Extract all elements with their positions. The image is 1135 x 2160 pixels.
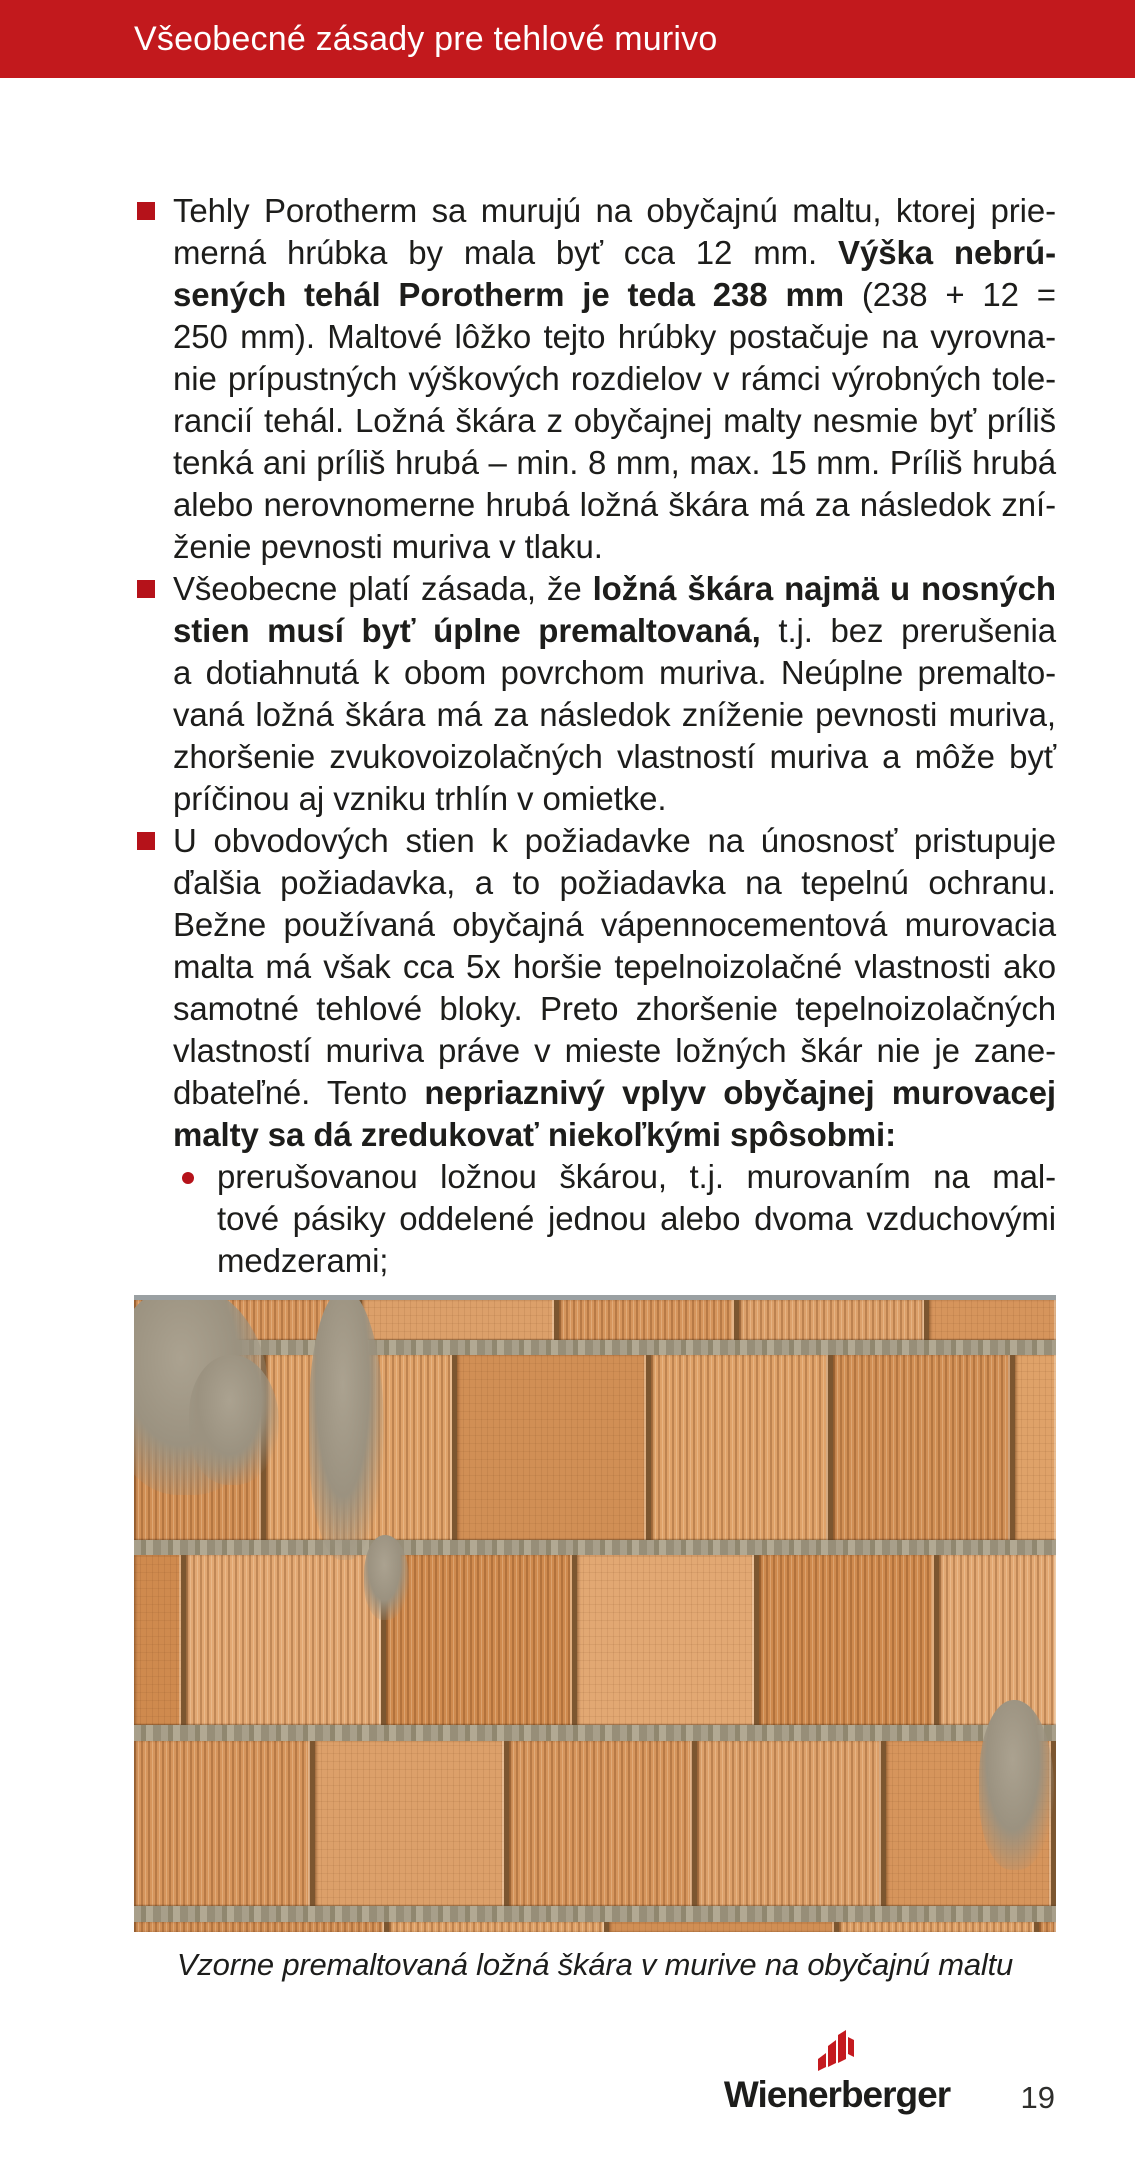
brick — [929, 1300, 1056, 1340]
brand-wordmark: Wienerberger — [723, 2074, 951, 2115]
brick — [939, 1555, 1056, 1725]
text-line: medzerami; — [217, 1242, 389, 1279]
mortar-splotch — [309, 1300, 384, 1560]
text-line: tenká ani príliš hrubá – min. 8 mm, max. 15 mm. Príliš hrubá — [173, 444, 1056, 481]
page-number: 19 — [1020, 2080, 1055, 2115]
brick — [457, 1355, 646, 1540]
text-line: Tehly Porotherm sa murujú na obyčajnú maltu, ktorej prie- — [173, 192, 1056, 229]
text-line: U obvodových stien k požiadavke na únosnosť pristupuje — [173, 822, 1056, 859]
bullet-dot-icon — [182, 1172, 194, 1184]
wienerberger-logo — [719, 2030, 955, 2114]
text-line: vaná ložná škára má za následok zníženie pevnosti muriva, — [173, 696, 1056, 733]
text-line: malty sa dá zredukovať niekoľkými spôsobmi: — [173, 1116, 896, 1153]
brick-row — [134, 1922, 1056, 1932]
brick — [839, 1922, 1034, 1932]
text-line: Bežne používaná obyčajná vápennocementová murovacia — [173, 906, 1056, 943]
brick — [759, 1555, 934, 1725]
brick — [386, 1555, 572, 1725]
brick — [134, 1741, 310, 1906]
brick — [651, 1355, 828, 1540]
text-line: Všeobecne platí zásada, že ložná škára najmä u nosných — [173, 570, 1056, 607]
brick-row — [134, 1300, 1056, 1340]
mortar-joint — [134, 1340, 1056, 1355]
bullet-item — [173, 568, 1056, 820]
text-line: alebo nerovnomerne hrubá ložná škára má za následok zní- — [173, 486, 1056, 523]
text-line: a dotiahnutá k obom povrchom muriva. Neúplne premalto- — [173, 654, 1056, 691]
text-line: malta má však cca 5x horšie tepelnoizolačné vlastnosti ako — [173, 948, 1056, 985]
brick — [559, 1300, 734, 1340]
brick — [315, 1741, 504, 1906]
text-line: tové pásiky oddelené jednou alebo dvoma vzduchovými — [217, 1200, 1056, 1237]
brick-wall — [134, 1300, 1056, 1932]
text-line: prerušovanou ložnou škárou, t.j. murovaním na mal- — [217, 1158, 1056, 1195]
brick — [739, 1300, 924, 1340]
brick-row — [134, 1741, 1056, 1906]
bullet-item — [173, 190, 1056, 568]
mortar-joint — [134, 1725, 1056, 1741]
brick — [509, 1741, 692, 1906]
text-line: ďalšia požiadavka, a to požiadavka na tepelnú ochranu. — [173, 864, 1056, 901]
bullet-square-icon — [137, 832, 155, 850]
bullet-square-icon — [137, 580, 155, 598]
page-header-bar — [0, 0, 1135, 78]
brick — [134, 1922, 384, 1932]
text-line: vlastností muriva práve v mieste ložných škár nie je zane- — [173, 1032, 1056, 1069]
bullet-item — [173, 820, 1056, 1156]
brick-row — [134, 1555, 1056, 1725]
text-line: ženie pevnosti muriva v tlaku. — [173, 528, 603, 565]
brick — [609, 1922, 834, 1932]
brick — [697, 1741, 881, 1906]
text-line: nie prípustných výškových rozdielov v rámci výrobných tole- — [173, 360, 1056, 397]
brick — [134, 1555, 181, 1725]
mortar-joint — [134, 1906, 1056, 1922]
brick — [389, 1922, 604, 1932]
brick — [362, 1300, 554, 1340]
text-line: sených tehál Porotherm je teda 238 mm (238 + 12 = — [173, 276, 1056, 313]
brick — [833, 1355, 1010, 1540]
text-line: príčinou aj vzniku trhlín v omietke. — [173, 780, 667, 817]
mortar-splotch — [364, 1535, 409, 1620]
wienerberger-roof-icon — [817, 2030, 857, 2074]
bullet-square-icon — [137, 202, 155, 220]
text-line: dbateľné. Tento nepriaznivý vplyv obyčajnej murovacej — [173, 1074, 1056, 1111]
brick-wall-photo — [134, 1295, 1056, 1932]
brick — [1015, 1355, 1056, 1540]
text-line: 250 mm). Maltové lôžko tejto hrúbky postačuje na vyrovna- — [173, 318, 1056, 355]
mortar-splotch — [189, 1355, 279, 1485]
brick — [1039, 1922, 1056, 1932]
sub-bullet-item — [217, 1156, 1056, 1282]
photo-caption: Vzorne premaltovaná ložná škára v murive na obyčajnú maltu — [176, 1947, 1014, 1982]
text-line: samotné tehlové bloky. Preto zhoršenie tepelnoizolačných — [173, 990, 1056, 1027]
text-line: zhoršenie zvukovoizolačných vlastností muriva a môže byť — [173, 738, 1056, 775]
brick — [186, 1555, 381, 1725]
brick — [577, 1555, 754, 1725]
text-line: rancií tehál. Ložná škára z obyčajnej malty nesmie byť príliš — [173, 402, 1056, 439]
text-line: stien musí byť úplne premaltovaná, t.j. bez prerušenia — [173, 612, 1056, 649]
mortar-joint — [134, 1540, 1056, 1555]
page-title: Všeobecné zásady pre tehlové murivo — [134, 19, 718, 58]
text-line: merná hrúbka by mala byť cca 12 mm. Výška nebrú- — [173, 234, 1056, 271]
